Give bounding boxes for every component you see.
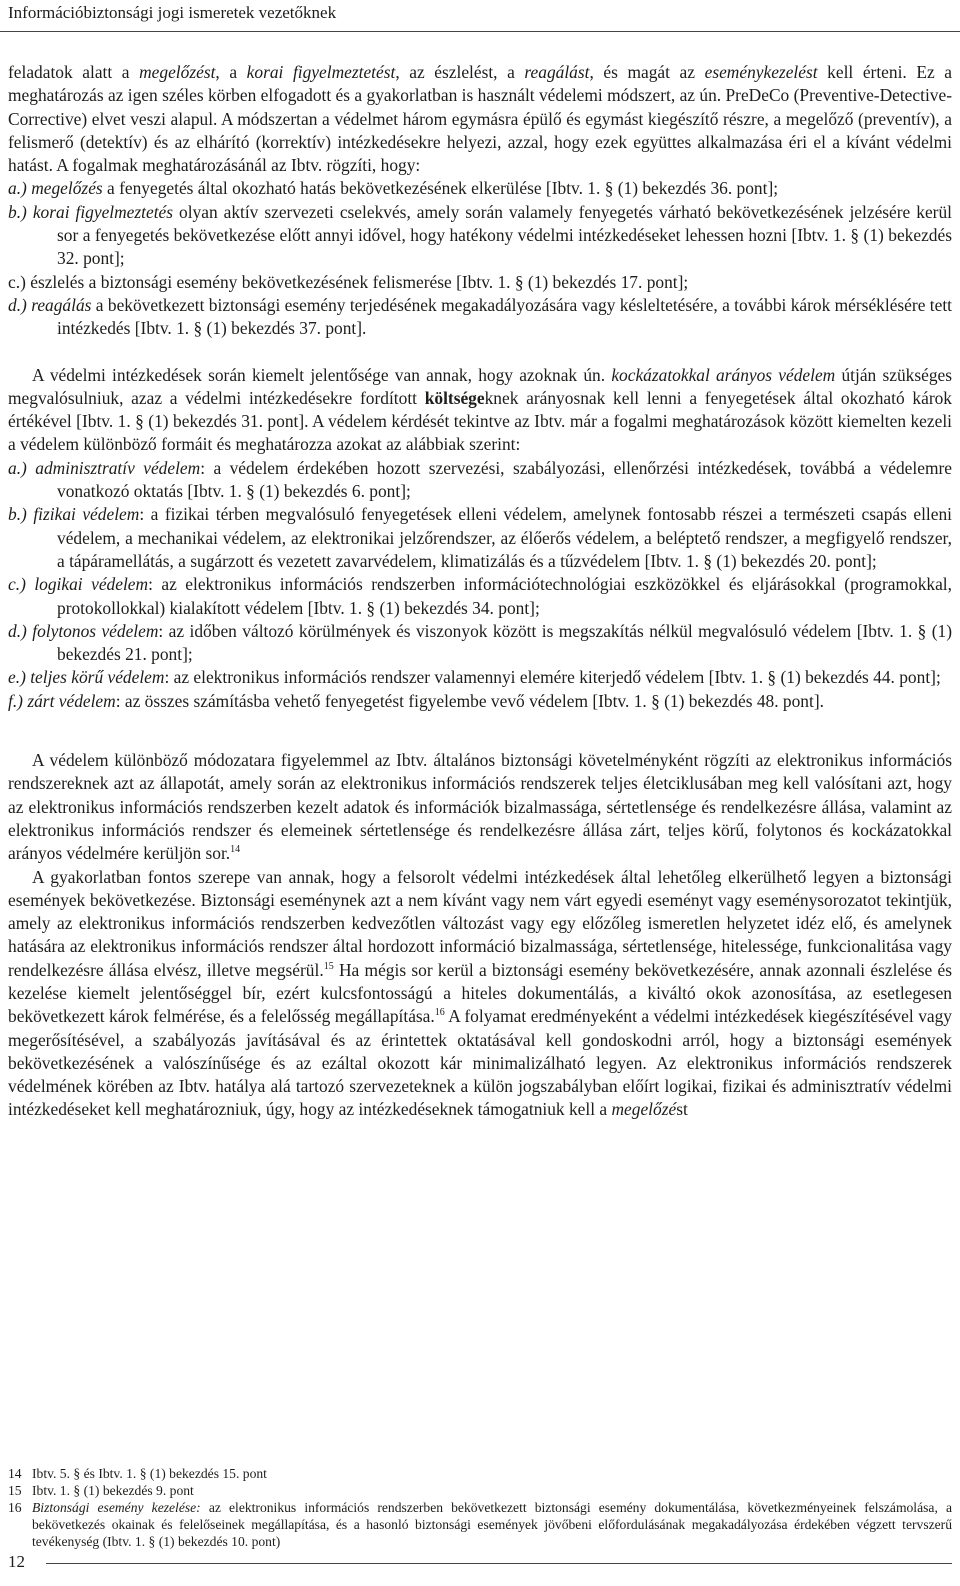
paragraph-protection-costs: A védelmi intézkedések során kiemelt jelentősége van annak, hogy azoknak ún. kockázatokkal arányos védelem útján szükséges megvalósulniuk, azaz a védelmi intézkedésekre fordított költségeknek arányosnak kell lenni a fenyegetések által okozható károk értékével [Ibtv. 1. § (1) bekezdés 31. pont]. A védelem kérdését tekintve az Ibtv. már a fogalmi meghatározások között kiemelten kezeli a védelem különböző formáit és meghatározza azokat az alábbiak szerint: (8, 364, 953, 455)
list-item-folytonos-vedelem: d.) folytonos védelem: az időben változó körülmények és viszonyok között is megszakítás nélkül megvalósuló védelem [Ibtv. 1. § (1) bekezdés 21. pont]; (8, 620, 952, 665)
paragraph-security-requirements: A védelem különböző módozatara figyelemmel az Ibtv. általános biztonsági követelményként rögzíti az elektronikus információs rendszereknek azt az állapotát, amely során az elektronikus információs rendszerek teljes életciklusában meg kell valósítani azt, hogy az elektronikus információs rendszerben kezelt adatok és információk bizalmassága, sértetlensége és rendelkezésre állása, valamint az elektronikus információs rendszer és elemeinek sértetlensége és rendelkezésre állása zárt, teljes körű, folytonos és kockázatokkal arányos védelmére kerüljön sor.$^{14}$ (8, 750, 952, 864)
paragraph-security-events: A gyakorlatban fontos szerepe van annak, hogy a felsorolt védelmi intézkedések által lehetőleg elkerülhető legyen a biztonsági események bekövetkezése. Biztonsági eseménynek azt a nem kívánt vagy nem várt egyedi eseményt vagy eseménysorozatot tekintjük, amely az elektronikus információs rendszerben kedvezőtlen változást vagy egy előzőleg ismeretlen helyzetet idéz elő, és amelynek hatására az elektronikus információs rendszer által hordozott információ bizalmassága, sértetlensége, hitelessége, funkcionalitása vagy rendelkezésre állása elvész, illetve megsérül.$^{15}$ Ha mégis sor kerül a biztonsági esemény bekövetkezésére, annak azonnali észlelése és kezelése kiemelt jelentőséggel bír, ezért kulcsfontosságú a hiteles dokumentálás, a kiváltó okok azonosítása, az esetlegesen bekövetkezett károk felmérése, és a felelősség megállapítása.$^{16}$ A folyamat eredményeként a védelmi intézkedések kiegészítésével vagy megerősítésével, a szabályozás javításával és az érintettek oktatásával kell gondoskodni arról, hogy a biztonsági események bekövetkezésének a valószínűsége és az ezáltal okozott kár minimalizálható legyen. Az elektronikus információs rendszerek védelmének körében az Ibtv. hatálya alá tartozó szervezeteknek a külön jogszabályban előírt logikai, fizikai és adminisztratív védelmi intézkedéseket kell meghatározniuk, úgy, hogy az intézkedéseknek támogatniuk kell a megelőzést (8, 866, 952, 1120)
list-item-teljes-koru-vedelem: e.) teljes körű védelem: az elektronikus információs rendszer valamennyi elemére kiterjedő védelem [Ibtv. 1. § (1) bekezdés 44. pont]; (8, 667, 941, 688)
intro-paragraph: feladatok alatt a megelőzést, a korai figyelmeztetést, az észlelést, a reagálást, és magát az eseménykezelést kell érteni. Ez a meghatározás az igen széles körben elfogadott és a gyakorlatban is használt védelemi módszert, az ún. PreDeCo (Preventive-Detective-Corrective) elvet veszi alapul. A módszertan a védelmet három egymásra épülő és egymást kiegészítő részre, a megelőző (preventív), a felismerő (detektív) és az elhárító (korrektív) intézkedésekre helyezi, azzal, hogy ezek együttes alkalmazása éri el a kívánt védelmi hatást. A fogalmak meghatározásánál az Ibtv. rögzíti, hogy: (8, 62, 952, 176)
list-item-zart-vedelem: f.) zárt védelem: az összes számításba vehető fenyegetést figyelembe vevő védelem [Ibtv. 1. § (1) bekezdés 48. pont]. (8, 690, 824, 711)
footer-divider (46, 1563, 952, 1564)
list-item-megelozes: a.) megelőzés a fenyegetés által okozható hatás bekövetkezésének elkerülése [Ibtv. 1. § (1) bekezdés 36. pont]; (8, 178, 779, 199)
list-item-adminisztrativ-vedelem: a.) adminisztratív védelem: a védelem érdekében hozott szervezési, szabályozási, ellenőrzési intézkedések, továbbá a védelemre vonatkozó oktatás [Ibtv. 1. § (1) bekezdés 6. pont]; (8, 457, 952, 502)
page-number: 12 (8, 1552, 25, 1571)
list-item-eszleles: c.) észlelés a biztonsági esemény bekövetkezésének felismerése [Ibtv. 1. § (1) bekezdés 17. pont]; (8, 271, 689, 292)
footnote-ref-14[interactable]: 14 (230, 844, 241, 856)
footnote-15: 15 Ibtv. 1. § (1) bekezdés 9. pont (8, 1483, 194, 1498)
header-divider (0, 31, 960, 32)
running-title: Információbiztonsági jogi ismeretek vezetőknek (8, 3, 337, 22)
footnote-14: 14 Ibtv. 5. § és Ibtv. 1. § (1) bekezdés 15. pont (8, 1466, 267, 1481)
list-item-logikai-vedelem: c.) logikai védelem: az elektronikus információs rendszerben információtechnológiai eszközökkel és eljárásokkal (programokkal, protokollokkal) kialakított védelem [Ibtv. 1. § (1) bekezdés 34. pont]; (8, 574, 952, 618)
list-item-reagalas: d.) reagálás a bekövetkezett biztonsági esemény terjedésének megakadályozására vagy késleltetésére, a további károk mérséklésére tett intézkedés [Ibtv. 1. § (1) bekezdés 37. pont]. (8, 294, 952, 339)
footnote-ref-16[interactable]: 16 (434, 1007, 445, 1019)
main-text (8, 61, 952, 1122)
footnotes (8, 1465, 952, 1550)
footnote-16: 16 Biztonsági esemény kezelése: az elektronikus információs rendszerben bekövetkezett biztonsági esemény dokumentálása, következményeinek felszámolása, a bekövetkezés okainak és felelőseinek megállapítása, és a hasonló biztonsági események jövőbeni előfordulásának megakadályozása érdekében végzett tervszerű tevékenység (Ibtv. 1. § (1) bekezdés 10. pont) (8, 1500, 952, 1549)
list-item-korai-figyelmeztetes: b.) korai figyelmeztetés olyan aktív szervezeti cselekvés, amely során valamely fenyegetés várható bekövetkezésének jelzésére kerül sor a fenyegetés bekövetkezése előtt annyi idővel, hogy hatékony védelmi intézkedéseket lehessen hozni [Ibtv. 1. § (1) bekezdés 32. pont]; (8, 201, 952, 269)
list-item-fizikai-vedelem: b.) fizikai védelem: a fizikai térben megvalósuló fenyegetések elleni védelem, amelynek fontosabb részei a természeti csapás elleni védelem, a mechanikai védelem, az elektronikai jelzőrendszer, az élőerős védelem, a beléptető rendszer, a megfigyelő rendszer, a tápáramellátás, a sugárzott és vezetett zavarvédelem, klimatizálás és a tűzvédelem [Ibtv. 1. § (1) bekezdés 20. pont]; (8, 504, 952, 571)
footnote-ref-15[interactable]: 15 (323, 960, 334, 972)
